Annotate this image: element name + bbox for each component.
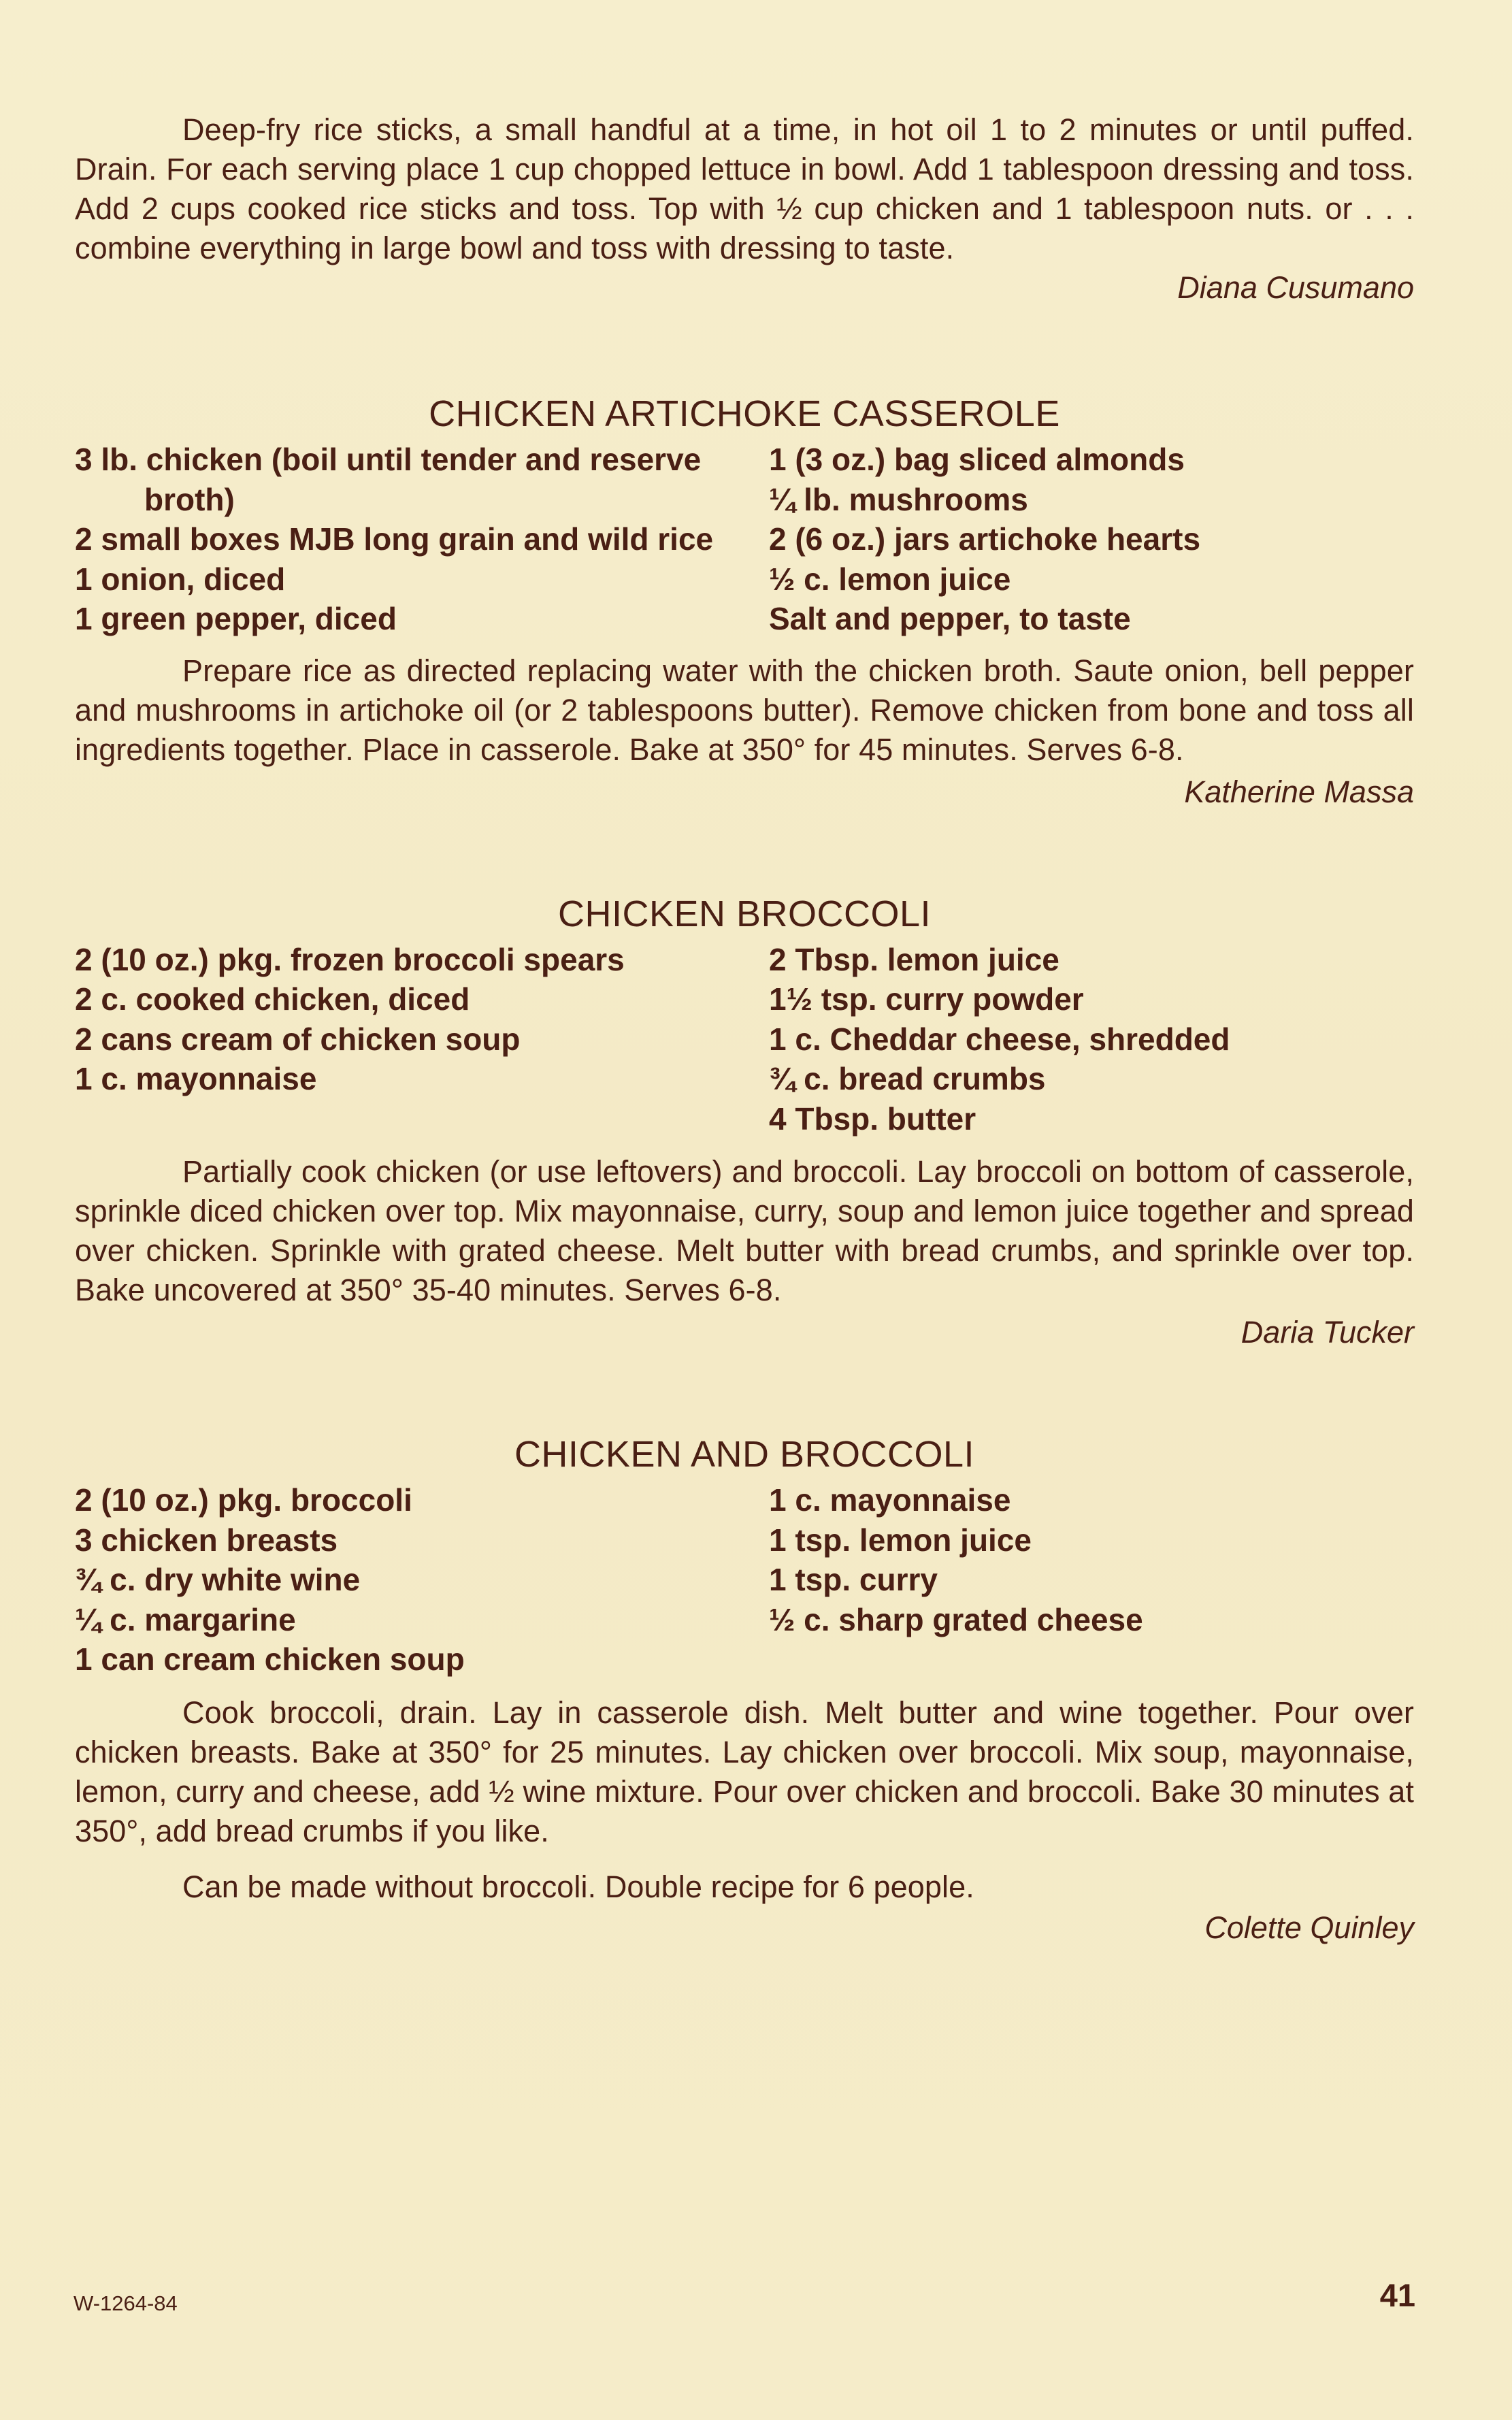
recipe-author: Daria Tucker	[1240, 1315, 1414, 1350]
recipe-title: CHICKEN BROCCOLI	[557, 893, 932, 934]
ingredient-item: 2 (10 oz.) pkg. broccoli	[75, 1482, 412, 1518]
ingredient-item: ¾ c. bread crumbs	[769, 1061, 1046, 1096]
ingredient-item: 1 tsp. curry	[769, 1562, 938, 1597]
ingredients-right	[769, 1480, 1414, 1680]
ingredient-item: 1½ tsp. curry powder	[769, 981, 1084, 1017]
recipe-directions: Partially cook chicken (or use leftovers) and broccoli. Lay broccoli on bottom of casserole, sprinkle diced chicken over top. Mix mayonnaise, curry, soup and lemon juice together and spread over chicken. Sprinkle with grated cheese. Melt butter with bread crumbs, and sprinkle over top. Bake uncovered at 350° 35-40 minutes. Serves 6-8.	[75, 1154, 1414, 1307]
ingredient-item: 2 cans cream of chicken soup	[75, 1021, 521, 1057]
ingredient-item: 3 chicken breasts	[75, 1522, 338, 1558]
ingredient-item: 2 (6 oz.) jars artichoke hearts	[769, 521, 1201, 557]
ingredient-item: 1 green pepper, diced	[75, 601, 397, 636]
ingredient-item: 1 can cream chicken soup	[75, 1641, 465, 1677]
ingredients-left	[75, 440, 769, 639]
ingredients-right	[769, 940, 1414, 1139]
ingredient-item: 1 tsp. lemon juice	[769, 1522, 1032, 1558]
ingredient-columns	[75, 1480, 1414, 1680]
ingredient-item: 3 lb. chicken (boil until tender and reserve broth)	[75, 442, 702, 517]
recipe-title: CHICKEN ARTICHOKE CASSEROLE	[429, 393, 1060, 434]
ingredient-item: ¾ c. dry white wine	[75, 1562, 361, 1597]
ingredient-item: 2 (10 oz.) pkg. frozen broccoli spears	[75, 941, 625, 977]
ingredient-columns	[75, 940, 1414, 1139]
page-number: 41	[1379, 2277, 1415, 2313]
ingredients-left	[75, 940, 769, 1139]
ingredient-item: Salt and pepper, to taste	[769, 601, 1131, 636]
recipe-directions: Cook broccoli, drain. Lay in casserole dish. Melt butter and wine together. Pour over chicken breasts. Bake at 350° for 25 minutes. Lay chicken over broccoli. Mix soup, mayonnaise, lemon, curry and cheese, add ½ wine mixture. Pour over chicken and broccoli. Bake 30 minutes at 350°, add bread crumbs if you like.	[75, 1695, 1415, 1848]
ingredient-item: ¼ lb. mushrooms	[769, 481, 1028, 517]
recipe-chicken-and-broccoli	[75, 1433, 1414, 1948]
ingredient-item: 2 c. cooked chicken, diced	[75, 981, 470, 1017]
ingredient-item: 1 c. Cheddar cheese, shredded	[769, 1021, 1230, 1057]
ingredient-item: 2 small boxes MJB long grain and wild rice	[75, 521, 714, 557]
recipe-title: CHICKEN AND BROCCOLI	[514, 1434, 975, 1475]
recipe-directions: Prepare rice as directed replacing water with the chicken broth. Saute onion, bell pepper and mushrooms in artichoke oil (or 2 tablespoons butter). Remove chicken from bone and toss all ingredients together. Place in casserole. Bake at 350° for 45 minutes. Serves 6-8.	[75, 653, 1414, 767]
ingredient-item: 1 c. mayonnaise	[75, 1061, 317, 1096]
intro-author: Diana Cusumano	[1177, 270, 1414, 305]
ingredient-item: 2 Tbsp. lemon juice	[769, 941, 1059, 977]
ingredient-item: 4 Tbsp. butter	[769, 1100, 976, 1137]
footer-code: W-1264-84	[73, 2291, 178, 2315]
ingredient-item: 1 onion, diced	[75, 561, 286, 597]
ingredient-item: ¼ c. margarine	[75, 1601, 296, 1637]
recipe-note: Can be made without broccoli. Double recipe for 6 people.	[182, 1869, 974, 1904]
recipe-chicken-artichoke-casserole	[75, 392, 1414, 812]
ingredient-item: ½ c. sharp grated cheese	[769, 1601, 1143, 1637]
ingredient-columns	[75, 440, 1414, 639]
recipe-author: Colette Quinley	[1204, 1910, 1414, 1945]
recipe-author: Katherine Massa	[1184, 774, 1414, 809]
ingredients-left	[75, 1480, 769, 1680]
ingredient-item: 1 (3 oz.) bag sliced almonds	[769, 442, 1185, 477]
page-content	[75, 110, 1414, 1948]
ingredient-item: 1 c. mayonnaise	[769, 1482, 1011, 1518]
ingredient-item: ½ c. lemon juice	[769, 561, 1011, 597]
recipe-chicken-broccoli	[75, 892, 1414, 1353]
intro-directions: Deep-fry rice sticks, a small handful at a time, in hot oil 1 to 2 minutes or until puffed. Drain. For each serving place 1 cup chopped lettuce in bowl. Add 1 tablespoon dressing and toss. Add 2 cups cooked rice sticks and toss. Top with ½ cup chicken and 1 tablespoon nuts. or . . . combine everything in large bowl and toss with dressing to taste.	[75, 112, 1414, 265]
ingredients-right	[769, 440, 1414, 639]
